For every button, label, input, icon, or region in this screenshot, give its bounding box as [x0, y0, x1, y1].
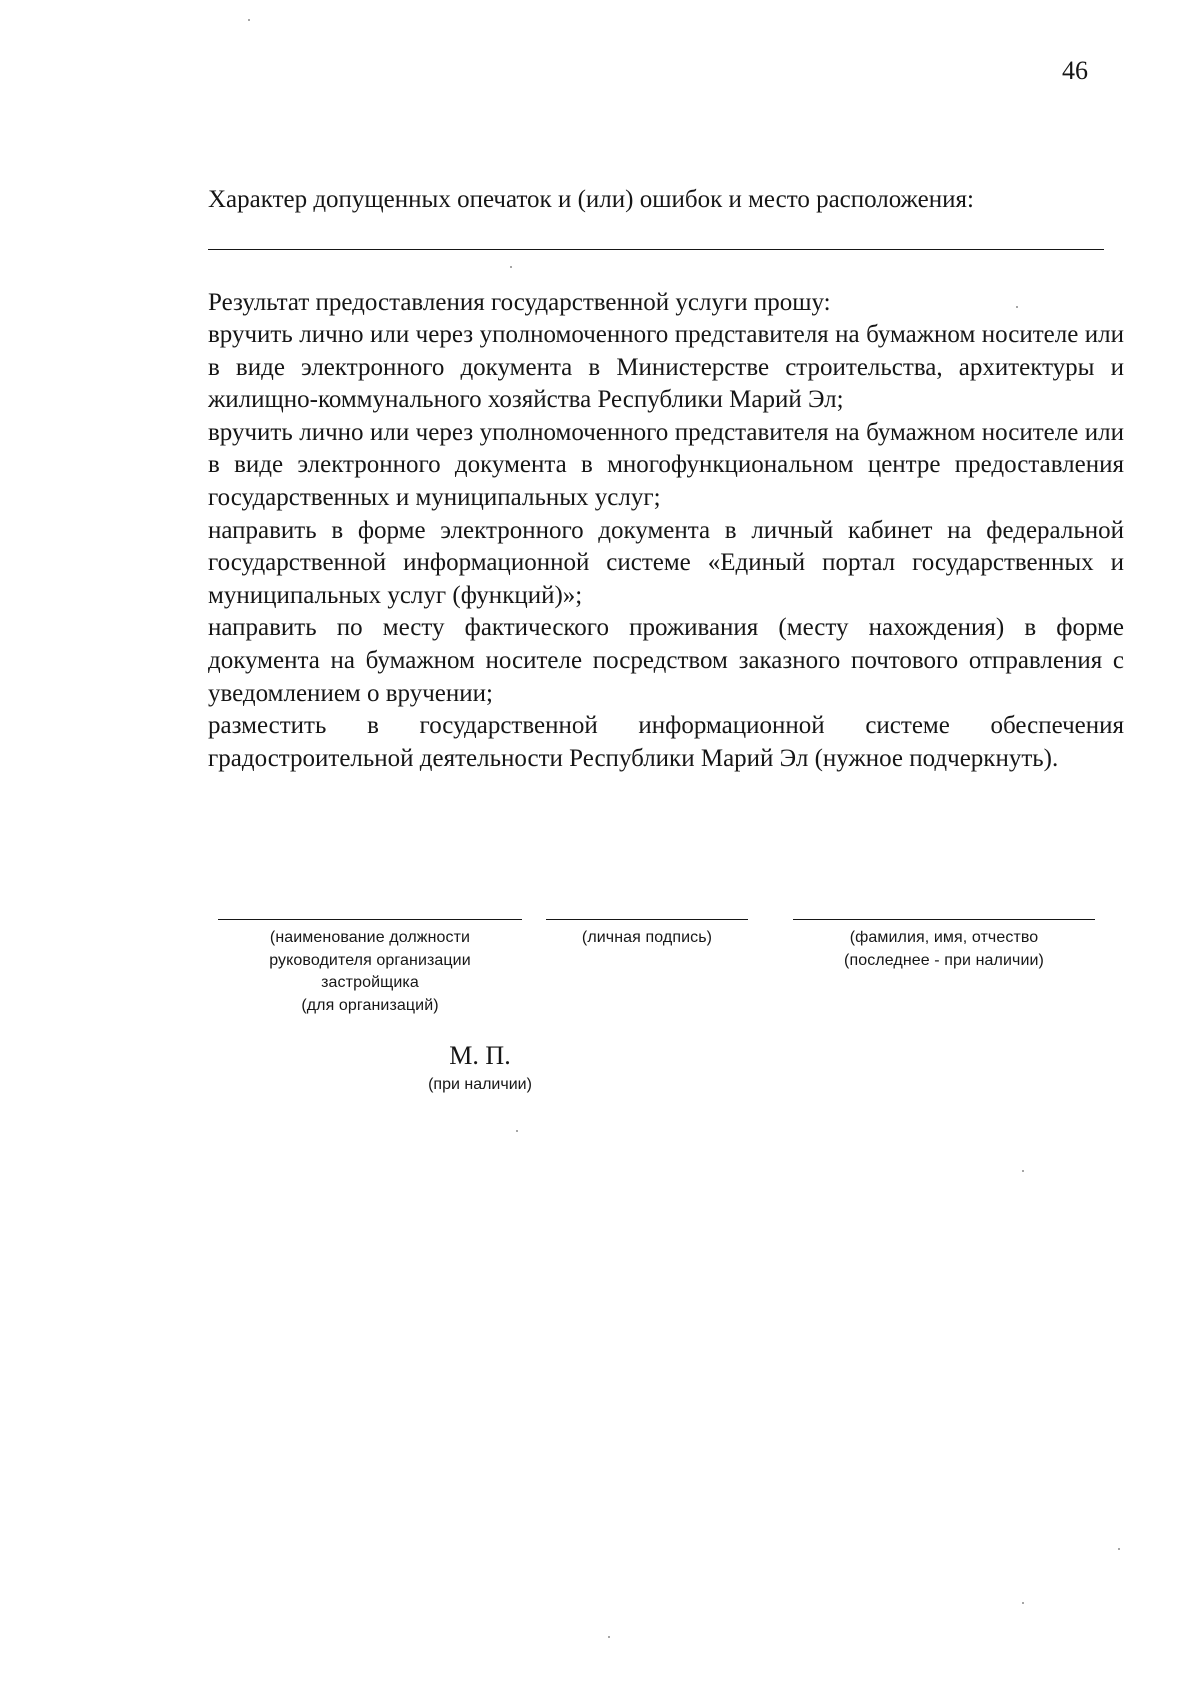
scan-speck	[608, 1636, 610, 1638]
result-intro: Результат предоставления государственной услуги прошу:	[208, 289, 831, 316]
errors-fill-line	[208, 249, 1104, 250]
caption-line: (личная подпись)	[581, 929, 713, 946]
signature-caption	[546, 927, 748, 950]
full-name-caption	[793, 927, 1095, 972]
scan-speck	[248, 19, 250, 21]
result-block	[208, 287, 1124, 775]
personal-signature-line	[546, 919, 748, 920]
position-caption	[222, 927, 518, 1017]
page-number: 46	[1062, 56, 1088, 85]
result-option-mail: направить по месту фактического проживания (месту нахождения) в форме документа на бумажном носителе посредством заказного почтового отправления с уведомлением о вручении;	[208, 614, 1124, 707]
stamp-block	[380, 1040, 580, 1096]
scan-speck	[516, 1130, 518, 1132]
scan-speck	[1022, 1170, 1024, 1172]
stamp-note: (при наличии)	[428, 1076, 532, 1093]
caption-line: руководителя организации	[269, 951, 471, 969]
full-name-signature-line	[793, 919, 1095, 920]
scan-speck	[1118, 1548, 1120, 1550]
errors-heading: Характер допущенных опечаток и (или) ошибок и место расположения:	[208, 186, 974, 213]
result-option-portal: направить в форме электронного документа в личный кабинет на федеральной государственной информационной системе «Единый портал государственных и муниципальных услуг (функций)»;	[208, 516, 1124, 609]
caption-line: (последнее - при наличии)	[844, 951, 1044, 969]
caption-line: застройщика	[321, 974, 419, 991]
caption-line: (для организаций)	[301, 996, 439, 1014]
stamp-label: М. П.	[449, 1041, 511, 1070]
result-option-isogd: разместить в государственной информационной системе обеспечения градостроительной деятельности Республики Марий Эл (нужное подчеркнуть).	[208, 712, 1124, 772]
caption-line: (фамилия, имя, отчество	[849, 929, 1039, 946]
result-option-ministry: вручить лично или через уполномоченного представителя на бумажном носителе или в виде электронного документа в Министерстве строительства, архитектуры и жилищно-коммунального хозяйства Республики Марий Эл;	[208, 321, 1124, 414]
caption-line: (наименование должности	[269, 929, 471, 946]
scan-speck	[1022, 1602, 1024, 1604]
scan-speck	[1016, 306, 1018, 308]
position-signature-line	[218, 919, 522, 920]
result-option-mfc: вручить лично или через уполномоченного представителя на бумажном носителе или в виде электронного документа в многофункциональном центре предоставления государственных и муниципальных услуг;	[208, 418, 1124, 511]
scan-speck	[510, 266, 512, 268]
